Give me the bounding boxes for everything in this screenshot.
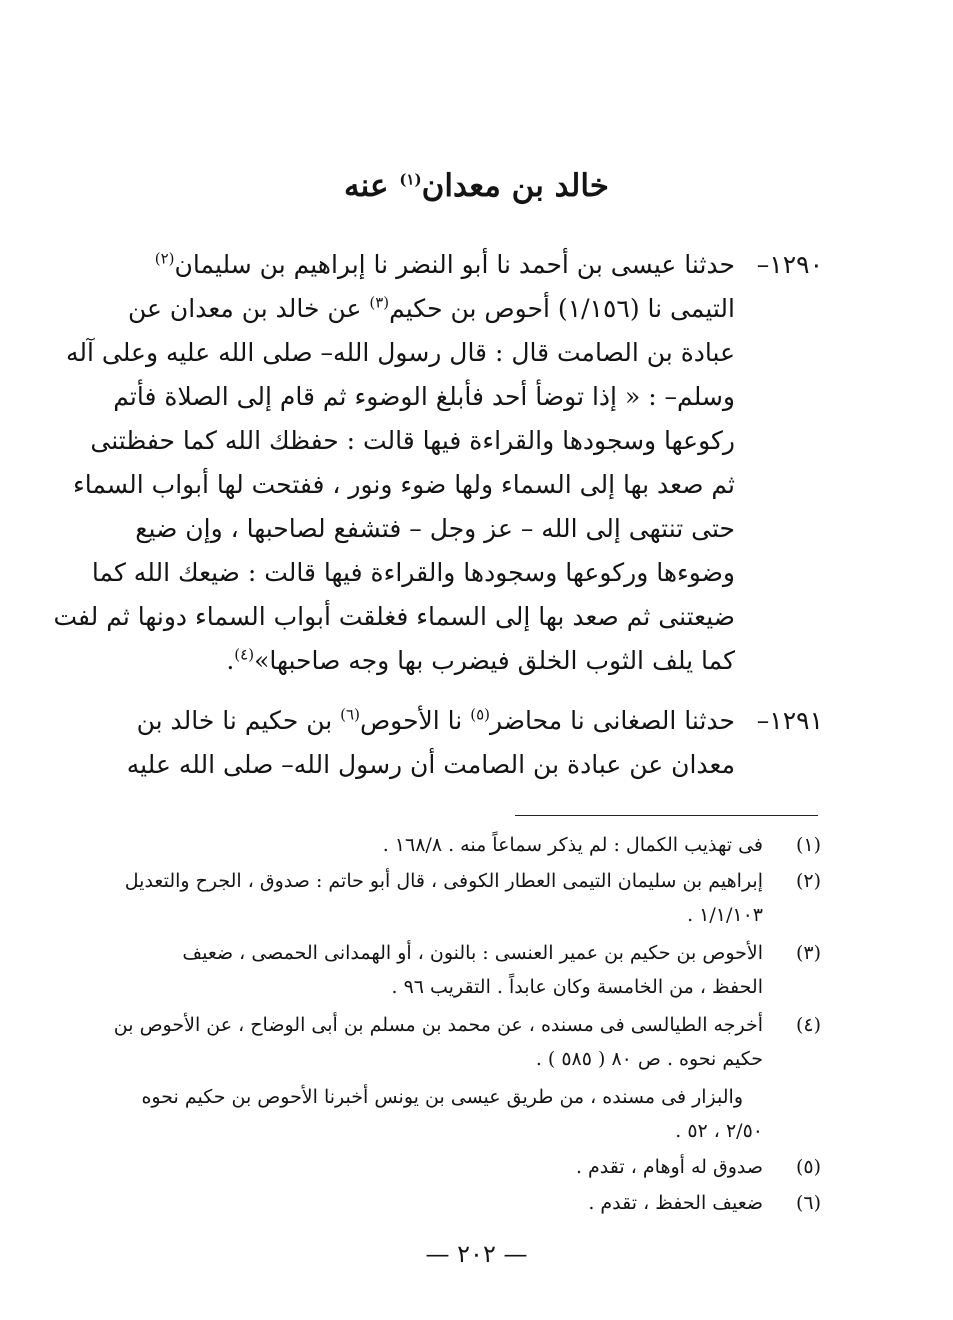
hadith-line: حدثنا عيسى بن أحمد نا أبو النضر نا إبراهيم بن سليمان$^{(٢)}$ — [154, 249, 735, 279]
page-number: — ٢٠٢ — — [425, 1240, 528, 1268]
footnote-text: فى تهذيب الكمال : لم يذكر سماعاً منه . ١٦٨/٨ . — [382, 834, 763, 856]
footnote-ref-6: (٦) — [340, 705, 360, 724]
hadith-line: كما يلف الثوب الخلق فيضرب بها وجه صاحبها»$^{(٤)}$. — [226, 645, 735, 675]
footnote-4 — [113, 1008, 821, 1148]
hadith-line: عبادة بن الصامت قال : قال رسول الله– صلى الله عليه وعلى آله — [66, 338, 735, 367]
footnote-number: (٦) — [795, 1192, 821, 1214]
footnote-number: (٤) — [795, 1014, 821, 1036]
hadith-line: وضوءها وركوعها وسجودها والقراءة فيها قالت : ضيعك الله كما — [91, 558, 735, 587]
footnote-2 — [121, 864, 821, 932]
footnote-number: (٣) — [795, 942, 821, 964]
hadith-number: ١٢٩٠– — [756, 250, 823, 279]
footnote-number: (٢) — [795, 870, 821, 892]
hadith-line: ضيعتنى ثم صعد بها إلى السماء فغلقت أبواب السماء دونها ثم لفت — [53, 602, 735, 631]
footnote-text: أخرجه الطيالسى فى مسنده ، عن محمد بن مسلم بن أبى الوضاح ، عن الأحوص بن — [113, 1014, 763, 1036]
footnote-text: ١/١/١٠٣ . — [687, 904, 763, 926]
hadith-line: ركوعها وسجودها والقراءة فيها قالت : حفظك الله كما حفظتنى — [90, 426, 735, 455]
footnote-ref-3: (٣) — [369, 293, 390, 312]
chapter-title-tail: عنه — [344, 168, 400, 204]
hadith-line: التيمى نا (١/١٥٦) أحوص بن حكيم$^{(٣)}$ عن خالد بن معدان عن — [128, 293, 735, 323]
footnote-text: إبراهيم بن سليمان التيمى العطار الكوفى ، قال أبو حاتم : صدوق ، الجرح والتعديل — [124, 870, 763, 892]
footnote-ref-5: (٥) — [470, 705, 490, 724]
chapter-title — [0, 168, 953, 204]
hadith-number: ١٢٩١– — [756, 706, 823, 735]
footnote-1 — [121, 828, 821, 864]
chapter-title-text: خالد بن معدان — [421, 168, 609, 204]
hadith-1291 — [123, 694, 823, 794]
hadith-line: وسلم– : « إذا توضأ أحد فأبلغ الوضوء ثم قام إلى الصلاة فأتم — [113, 382, 735, 411]
footnote-text: حكيم نحوه . ص ٨٠ ( ٥٨٥ ) . — [535, 1048, 763, 1070]
footnote-text: الأحوص بن حكيم بن عمير العنسى : بالنون ، أو الهمدانى الحمصى ، ضعيف — [182, 942, 763, 964]
hadith-line: ثم صعد بها إلى السماء ولها ضوء ونور ، ففتحت لها أبواب السماء — [73, 470, 735, 499]
footnote-text: الحفظ ، من الخامسة وكان عابداً . التقريب ٩٦ . — [391, 976, 763, 998]
footnote-number: (١) — [795, 834, 821, 856]
footnote-5 — [121, 1150, 821, 1186]
footnote-ref-2: (٢) — [154, 249, 175, 268]
hadith-line: حتى تنتهى إلى الله – عز وجل – فتشفع لصاحبها ، وإن ضيع — [135, 514, 735, 543]
footnote-6 — [121, 1186, 821, 1222]
hadith-1290 — [53, 238, 823, 678]
footnote-separator — [515, 815, 818, 816]
footnote-3 — [121, 936, 821, 1004]
footnote-ref-4: (٤) — [234, 645, 255, 664]
footnote-text: والبزار فى مسنده ، من طريق عيسى بن يونس أخبرنا الأحوص بن حكيم نحوه — [141, 1086, 743, 1108]
footnote-ref-1: (١) — [399, 170, 422, 189]
footnote-text: صدوق له أوهام ، تقدم . — [575, 1156, 763, 1178]
footnote-number: (٥) — [795, 1156, 821, 1178]
footnote-text: ٢/٥٠ ، ٥٢ . — [675, 1120, 763, 1142]
hadith-line: معدان عن عبادة بن الصامت أن رسول الله– صلى الله عليه — [126, 750, 735, 779]
hadith-line: حدثنا الصغانى نا محاضر$^{(٥)}$ نا الأحوص$^{(٦)}$ بن حكيم نا خالد بن — [136, 705, 735, 735]
footnote-text: ضعيف الحفظ ، تقدم . — [588, 1192, 763, 1214]
